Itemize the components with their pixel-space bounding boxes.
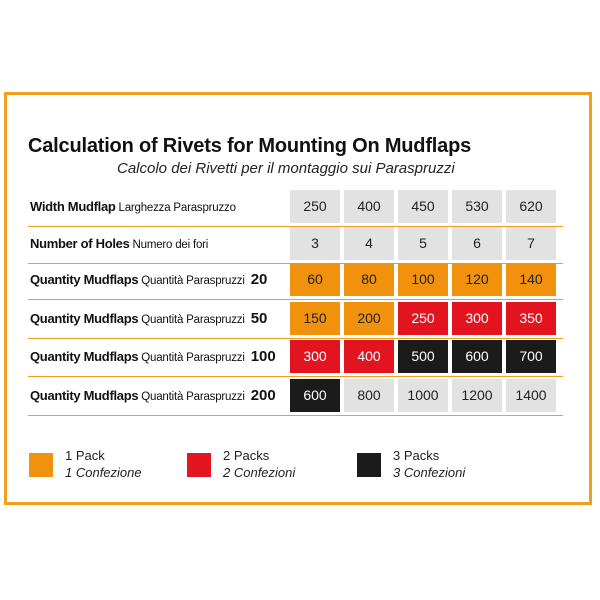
table-cell: 7 — [506, 227, 556, 260]
row-quantity: 20 — [250, 271, 268, 288]
row-label — [30, 227, 208, 261]
legend-label-en: 3 Packs — [393, 448, 440, 463]
row-label-it: Quantità Paraspruzzi — [141, 275, 245, 287]
row-divider — [28, 299, 563, 300]
row-label-en: Quantity Mudflaps — [30, 349, 139, 364]
row-label — [30, 340, 276, 374]
row-label — [30, 263, 267, 297]
row-label — [30, 379, 276, 413]
row-label-it: Quantità Paraspruzzi — [141, 314, 245, 326]
table-cell: 1000 — [398, 379, 448, 412]
legend-label — [393, 447, 465, 481]
table-cell: 800 — [344, 379, 394, 412]
table-cell: 80 — [344, 263, 394, 296]
legend-label — [65, 447, 142, 481]
legend-label — [223, 447, 295, 481]
table-cell: 140 — [506, 263, 556, 296]
table-cell: 450 — [398, 190, 448, 223]
legend-label-en: 1 Pack — [65, 448, 105, 463]
legend-label-it: 3 Confezioni — [393, 465, 466, 480]
legend-swatch — [357, 453, 381, 477]
table-cell: 6 — [452, 227, 502, 260]
table-cell: 120 — [452, 263, 502, 296]
row-quantity: 200 — [250, 387, 276, 404]
table-cell: 350 — [506, 302, 556, 335]
row-label-en: Quantity Mudflaps — [30, 388, 139, 403]
legend-swatch — [29, 453, 53, 477]
table-cell: 530 — [452, 190, 502, 223]
table-row-qty-200 — [28, 379, 563, 414]
row-quantity: 50 — [250, 310, 268, 327]
row-label-it: Larghezza Paraspruzzo — [118, 202, 236, 214]
rivet-calculation-card — [4, 92, 592, 505]
table-cell: 600 — [452, 340, 502, 373]
row-label-en: Quantity Mudflaps — [30, 272, 139, 287]
row-divider — [28, 415, 563, 416]
row-label-en: Quantity Mudflaps — [30, 311, 139, 326]
legend-label-en: 2 Packs — [223, 448, 270, 463]
page-title: Calculation of Rivets for Mounting On Mudflaps — [28, 135, 472, 157]
table-cell: 1400 — [506, 379, 556, 412]
row-divider — [28, 338, 563, 339]
legend-label-it: 2 Confezioni — [223, 465, 296, 480]
table-cell: 250 — [290, 190, 340, 223]
row-label — [30, 190, 236, 224]
table-row-holes — [28, 227, 563, 262]
table-cell: 3 — [290, 227, 340, 260]
table-row-qty-100 — [28, 340, 563, 375]
row-label — [30, 302, 267, 336]
table-cell: 5 — [398, 227, 448, 260]
table-cell: 700 — [506, 340, 556, 373]
table-cell: 500 — [398, 340, 448, 373]
table-cell: 400 — [344, 190, 394, 223]
table-cell: 620 — [506, 190, 556, 223]
row-label-en: Number of Holes — [30, 236, 130, 251]
row-label-it: Numero dei fori — [132, 239, 209, 251]
table-cell: 300 — [452, 302, 502, 335]
table-row-qty-20 — [28, 263, 563, 298]
row-divider — [28, 376, 563, 377]
table-cell: 400 — [344, 340, 394, 373]
table-cell: 1200 — [452, 379, 502, 412]
table-cell: 60 — [290, 263, 340, 296]
page-subtitle: Calcolo dei Rivetti per il montaggio sui Paraspruzzi — [117, 160, 455, 177]
row-label-it: Quantità Paraspruzzi — [141, 352, 245, 364]
table-row-qty-50 — [28, 302, 563, 337]
table-cell: 600 — [290, 379, 340, 412]
table-cell: 150 — [290, 302, 340, 335]
legend-label-it: 1 Confezione — [65, 465, 142, 480]
row-label-it: Quantità Paraspruzzi — [141, 391, 245, 403]
table-cell: 4 — [344, 227, 394, 260]
row-label-en: Width Mudflap — [30, 199, 116, 214]
table-cell: 300 — [290, 340, 340, 373]
legend-swatch — [187, 453, 211, 477]
table-cell: 100 — [398, 263, 448, 296]
table-cell: 200 — [344, 302, 394, 335]
table-row-width — [28, 190, 563, 225]
row-quantity: 100 — [250, 348, 276, 365]
table-cell: 250 — [398, 302, 448, 335]
